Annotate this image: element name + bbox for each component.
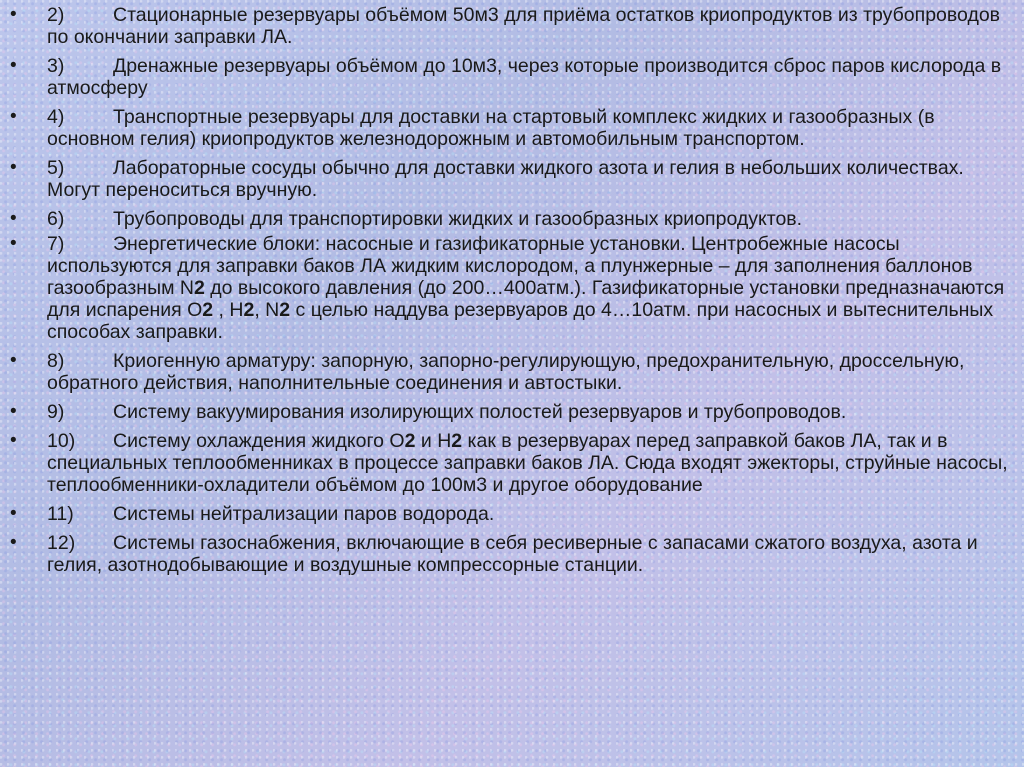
list-item [10, 208, 1016, 230]
item-number: 12) [47, 532, 76, 554]
item-number: 7) [47, 233, 65, 255]
item-number: 3) [47, 55, 65, 77]
item-number: 6) [47, 208, 65, 230]
subscript-digit: 2 [243, 299, 255, 321]
item-number: 4) [47, 106, 65, 128]
item-number: 11) [47, 503, 74, 525]
subscript-digit: 2 [451, 430, 463, 452]
item-text: Системы нейтрализации паров водорода. [113, 503, 495, 525]
bullet-icon: • [10, 350, 17, 371]
item-text: , N [254, 299, 280, 321]
item-text: Систему вакуумирования изолирующих полостей резервуаров и трубопроводов. [113, 401, 847, 423]
item-text: Транспортные резервуары для доставки на стартовый комплекс жидких и газообразных (в основном гелия) криопродуктов железнодорожным и автомобильным транспортом. [47, 106, 935, 150]
item-text: Стационарные резервуары объёмом 50м3 для приёма остатков криопродуктов из трубопроводов по окончании заправки ЛА. [47, 4, 1001, 48]
list-item [10, 350, 1016, 394]
list-item [10, 233, 1016, 343]
item-text: Дренажные резервуары объёмом до 10м3, через которые производится сброс паров кислорода в атмосферу [47, 55, 1002, 99]
list-item [10, 4, 1016, 48]
bullet-icon: • [10, 106, 17, 127]
bullet-icon: • [10, 430, 17, 451]
item-text: Криогенную арматуру: запорную, запорно-регулирующую, предохранительную, дроссельную, обратного действия, наполнительные соединения и автостыки. [47, 350, 965, 394]
bullet-icon: • [10, 401, 17, 422]
item-text: до высокого давления (до 200…400атм.). Газификаторные установки предназначаются для испарения О [47, 277, 1005, 321]
item-number: 5) [47, 157, 65, 179]
item-text: Систему охлаждения жидкого О [113, 430, 405, 452]
subscript-digit: 2 [279, 299, 291, 321]
bullet-icon: • [10, 208, 17, 229]
bullet-icon: • [10, 4, 17, 25]
bullet-icon: • [10, 157, 17, 178]
item-text: Трубопроводы для транспортировки жидких и газообразных криопродуктов. [113, 208, 803, 230]
item-text: как в резервуарах перед заправкой баков ЛА, так и в специальных теплообменниках в процессе заправки баков ЛА. Сюда входят эжекторы, струйные насосы, теплообменники-охладители объёмом до 100м3 и другое оборудование [47, 430, 1008, 496]
subscript-digit: 2 [202, 299, 214, 321]
list-item [10, 106, 1016, 150]
item-number: 2) [47, 4, 65, 26]
list-item [10, 157, 1016, 201]
item-text: и Н [415, 430, 452, 452]
bullet-icon: • [10, 55, 17, 76]
list-item [10, 503, 1016, 525]
item-number: 10) [47, 430, 76, 452]
item-number: 8) [47, 350, 65, 372]
item-text: с целью наддува резервуаров до 4…10атм. при насосных и вытеснительных способах заправки. [47, 299, 994, 343]
item-text: Энергетические блоки: насосные и газификаторные установки. Центробежные насосы используются для заправки баков ЛА жидким кислородом, а плунжерные – для заполнения баллонов газообразным N [47, 233, 973, 299]
list-item [10, 532, 1016, 576]
item-text: Системы газоснабжения, включающие в себя ресиверные с запасами сжатого воздуха, азота и гелия, азотнодобывающие и воздушные компрессорные станции. [47, 532, 978, 576]
bullet-icon: • [10, 233, 17, 254]
bullet-icon: • [10, 532, 17, 553]
subscript-digit: 2 [194, 277, 205, 299]
bullet-list [10, 0, 1016, 576]
bullet-icon: • [10, 503, 17, 524]
item-number: 9) [47, 401, 65, 423]
subscript-digit: 2 [404, 430, 416, 452]
list-item [10, 401, 1016, 423]
list-item [10, 430, 1016, 496]
item-text: , Н [213, 299, 244, 321]
item-text: Лабораторные сосуды обычно для доставки жидкого азота и гелия в небольших количествах. Могут переноситься вручную. [47, 157, 964, 201]
list-item [10, 55, 1016, 99]
